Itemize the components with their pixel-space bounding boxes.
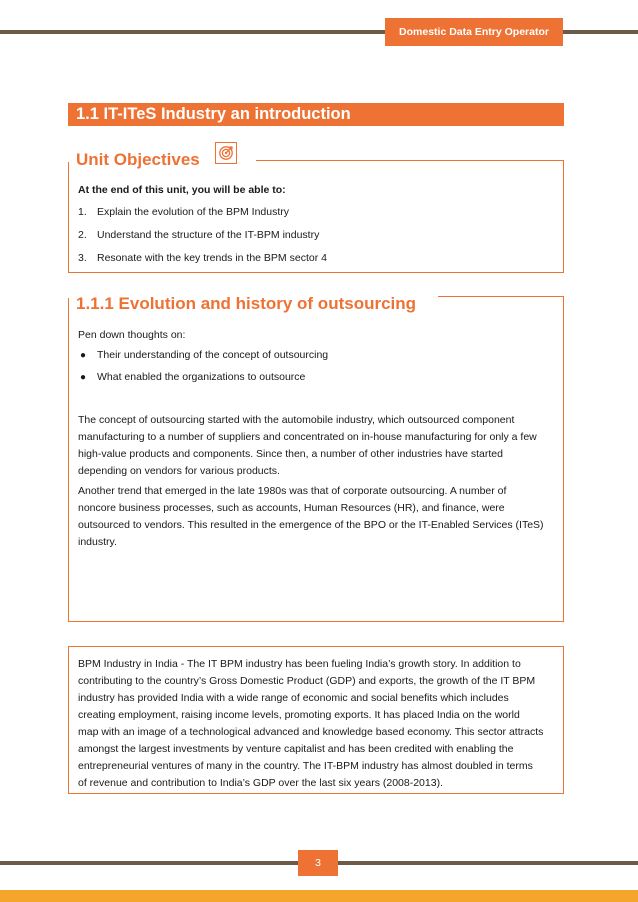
objective-number: 1. — [78, 206, 87, 218]
paragraph-line: industry. — [78, 536, 117, 548]
paragraph-line: noncore business processes, such as accounts, Human Resources (HR), and finance, were — [78, 502, 505, 514]
section-title: 1.1 IT-ITeS Industry an introduction — [68, 103, 564, 126]
paragraph-line: Another trend that emerged in the late 1980s was that of corporate outsourcing. A number of — [78, 485, 507, 497]
paragraph-line: high-value products and components. Since then, a number of other industries have started — [78, 448, 503, 460]
page-number: 3 — [298, 850, 338, 876]
evolution-title: 1.1.1 Evolution and history of outsourcing — [72, 294, 422, 314]
paragraph-line: outsourced to vendors. This resulted in the emergence of the BPO or the IT-Enabled Services (ITeS) — [78, 519, 544, 531]
bullet-dot: ● — [80, 372, 87, 383]
paragraph-line: depending on vendors for various products. — [78, 465, 280, 477]
paragraph-line: contributing to the country’s Gross Domestic Product (GDP) and exports, the growth of the IT BPM — [78, 675, 536, 687]
paragraph-line: creating employment, raising income levels, promoting exports. It has placed India on the world — [78, 709, 520, 721]
objective-number: 3. — [78, 252, 87, 264]
objective-text: Understand the structure of the IT-BPM industry — [97, 229, 320, 241]
bullet-dot: ● — [80, 350, 87, 361]
paragraph-line: The concept of outsourcing started with the automobile industry, which outsourced component — [78, 414, 515, 426]
header-badge: Domestic Data Entry Operator — [385, 18, 563, 46]
footer-band — [0, 890, 638, 902]
paragraph-line: industry has provided India with a wide range of economic and social benefits which includes — [78, 692, 509, 704]
paragraph-line: of revenue and contribution to India’s GDP over the last six years (2008-2013). — [78, 777, 443, 789]
paragraph-line: BPM Industry in India - The IT BPM industry has been fueling India’s growth story. In addition to — [78, 658, 521, 670]
objectives-intro: At the end of this unit, you will be able to: — [78, 184, 286, 196]
evolution-bullet: Their understanding of the concept of outsourcing — [97, 349, 329, 361]
objective-text: Explain the evolution of the BPM Industry — [97, 206, 290, 218]
paragraph-line: map with an image of a technological advanced and knowledge based economy. This sector attracts — [78, 726, 544, 738]
objective-text: Resonate with the key trends in the BPM sector 4 — [97, 252, 327, 264]
paragraph-line: amongst the largest investments by venture capitalist and has been credited with enabling the — [78, 743, 514, 755]
objectives-title: Unit Objectives — [72, 150, 202, 170]
objective-number: 2. — [78, 229, 87, 241]
evolution-bullet: What enabled the organizations to outsource — [97, 371, 306, 383]
evolution-prompt: Pen down thoughts on: — [78, 329, 186, 341]
target-icon — [215, 142, 237, 164]
paragraph-line: manufacturing to a number of suppliers and concentrated on in-house manufacturing for only a few — [78, 431, 537, 443]
paragraph-line: entrepreneurial ventures of many in the country. The IT-BPM industry has almost doubled in terms — [78, 760, 533, 772]
